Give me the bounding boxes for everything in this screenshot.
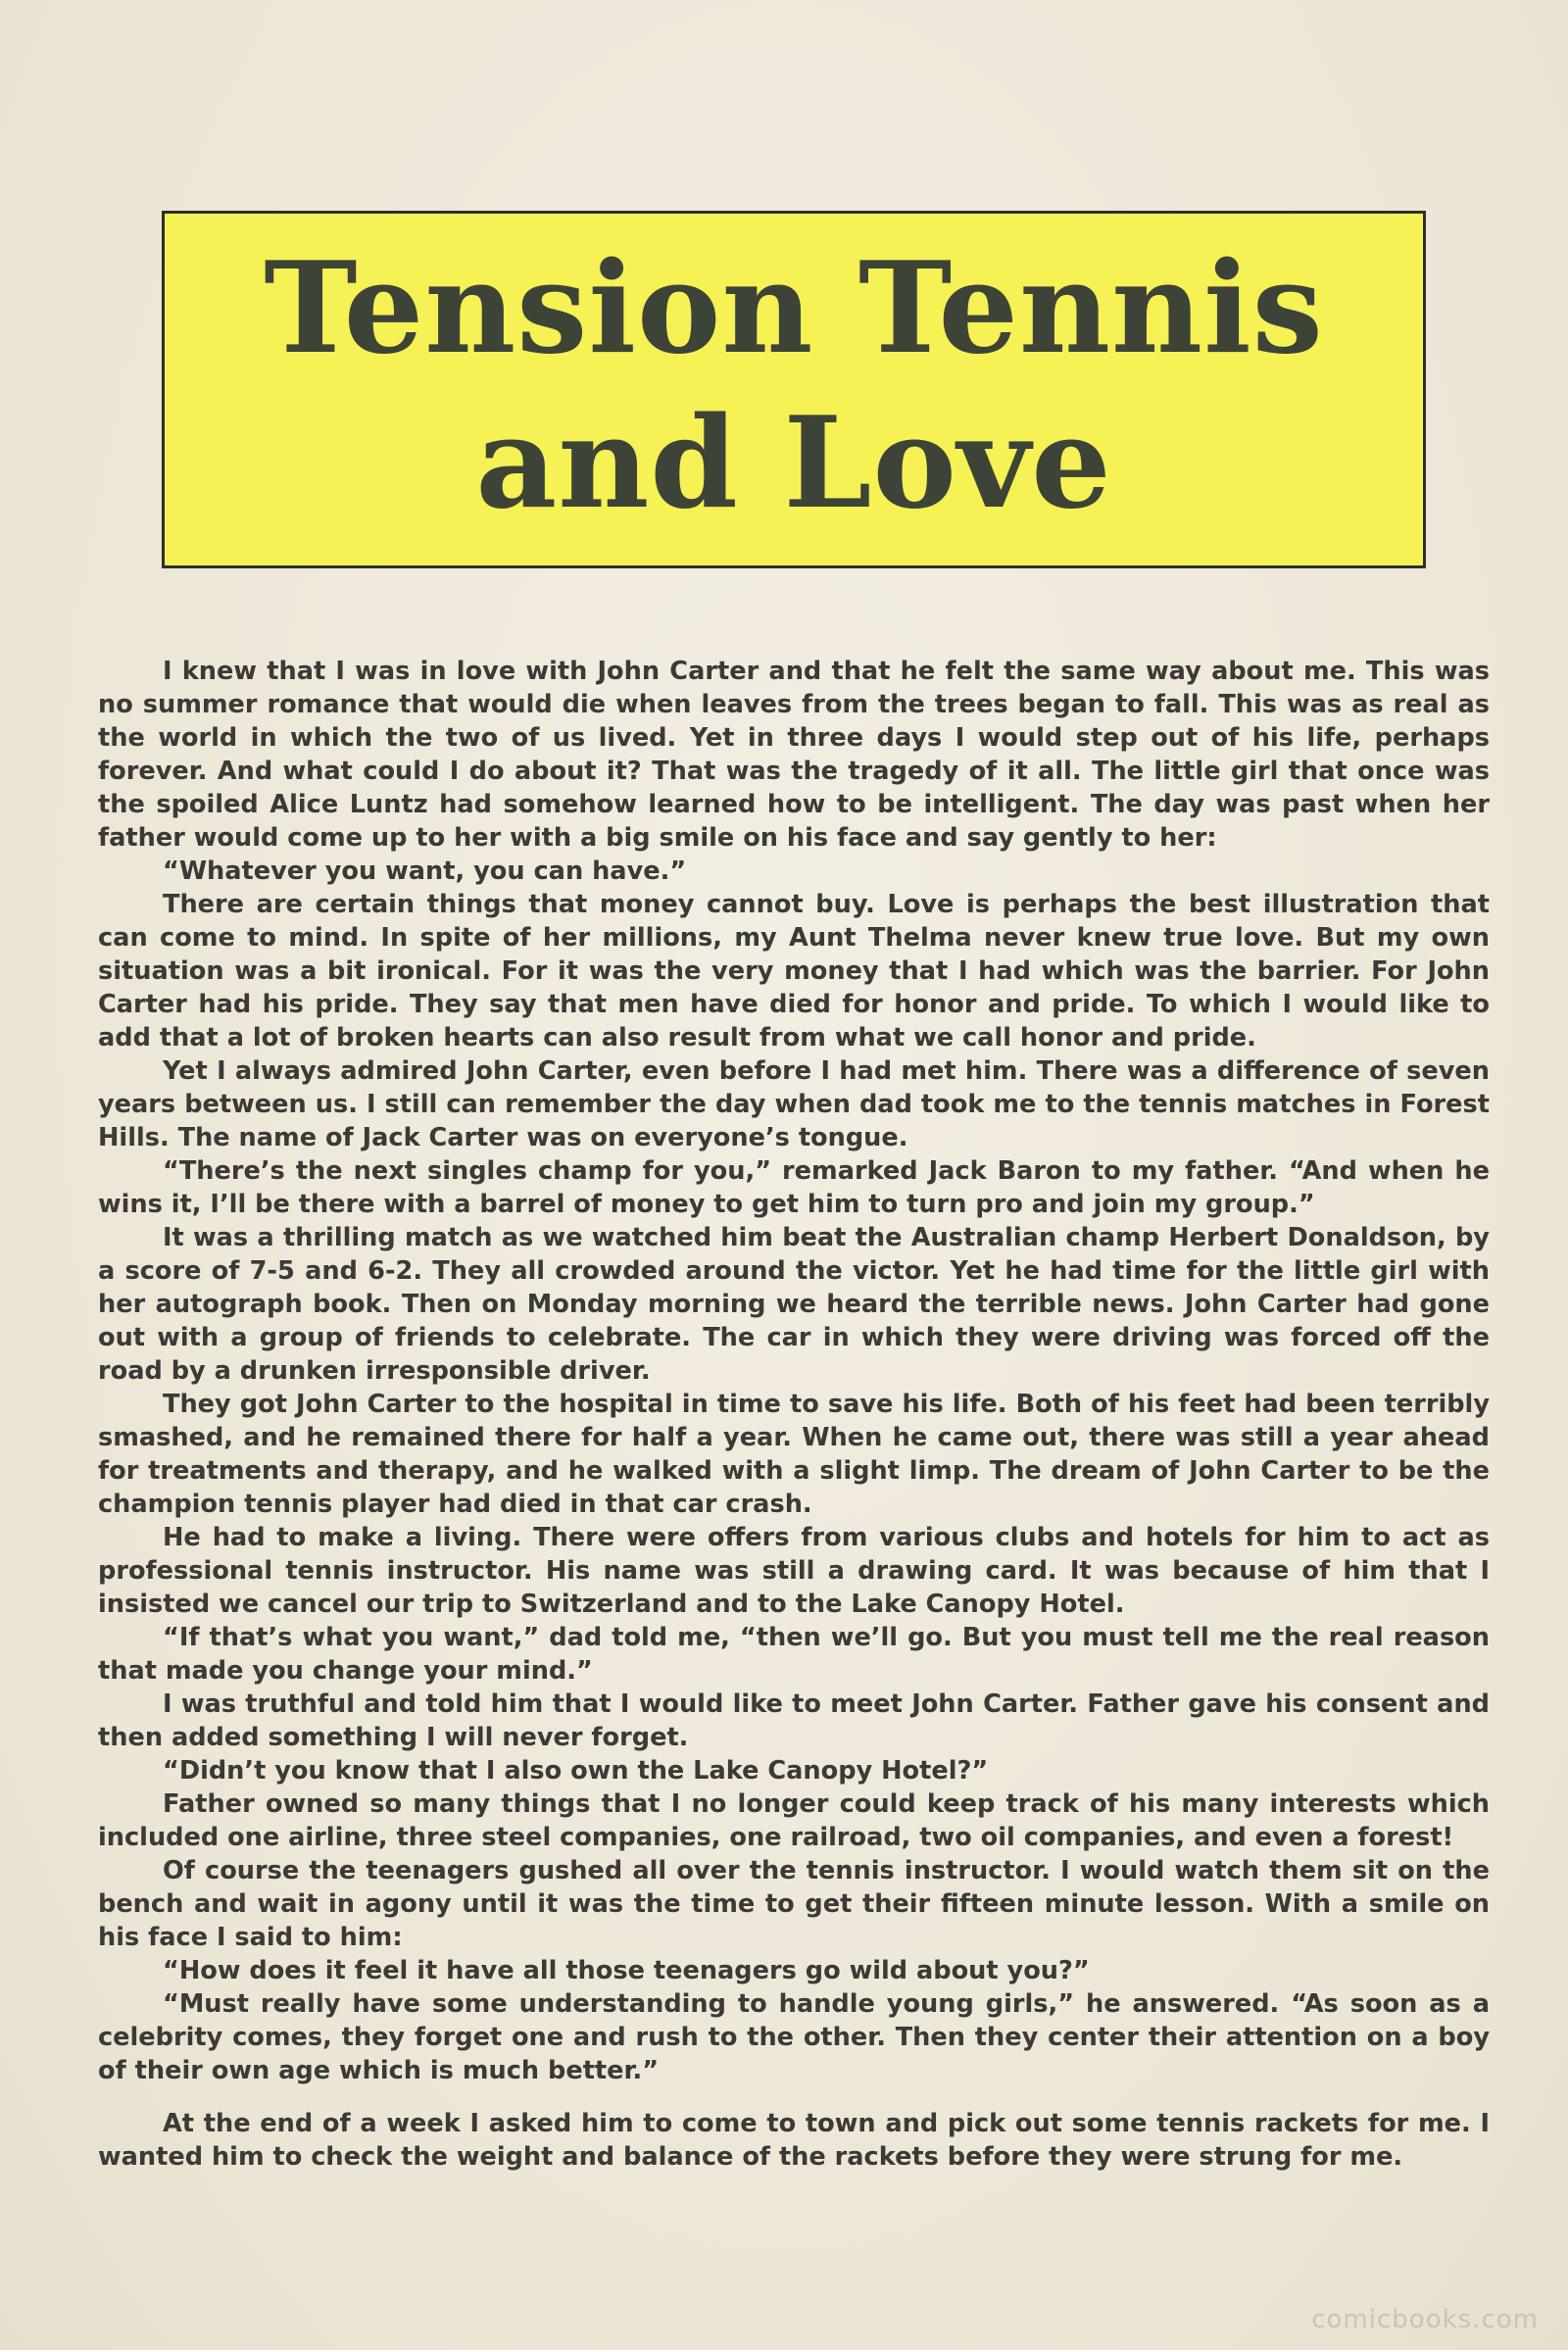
paragraph: “If that’s what you want,” dad told me, “then we’ll go. But you must tell me the real reason that made you change your mind.” xyxy=(98,1623,1490,1686)
paragraph: There are certain things that money cannot buy. Love is perhaps the best illustration that can come to mind. In spite of her millions, my Aunt Thelma never knew true love. But my own situation was a bit ironical. For it was the very money that I had which was the barrier. For John Carter had his pride. They say that men have died for honor and pride. To which I would like to add that a lot of broken hearts can also result from what we call honor and pride. xyxy=(98,890,1490,1053)
paragraph: “Didn’t you know that I also own the Lake Canopy Hotel?” xyxy=(163,1756,989,1786)
title-line-2: and Love xyxy=(475,390,1112,537)
paragraph: Yet I always admired John Carter, even before I had met him. There was a difference of seven years between us. I still can remember the day when dad took me to the tennis matches in Forest Hills. The name of Jack Carter was on everyone’s tongue. xyxy=(98,1056,1490,1152)
paragraph: Of course the teenagers gushed all over the tennis instructor. I would watch them sit on the bench and wait in agony until it was the time to get their fifteen minute lesson. With a smile on his face I said to him: xyxy=(98,1856,1490,1952)
paragraph: Father owned so many things that I no longer could keep track of his many interests which included one airline, three steel companies, one railroad, two oil companies, and even a forest! xyxy=(98,1789,1490,1852)
paragraph: I knew that I was in love with John Carter and that he felt the same way about me. This was no summer romance that would die when leaves from the trees began to fall. This was as real as the world in which the two of us lived. Yet in three days I would step out of his life, perhaps forever. And what could I do about it? That was the tragedy of it all. The little girl that once was the spoiled Alice Luntz had somehow learned how to be intelligent. The day was past when her father would come up to her with a big smile on his face and say gently to her: xyxy=(98,657,1490,853)
paragraph: I was truthful and told him that I would like to meet John Carter. Father gave his consent and then added something I will never forget. xyxy=(98,1689,1490,1752)
paragraph: He had to make a living. There were offers from various clubs and hotels for him to act as professional tennis instructor. His name was still a drawing card. It was because of him that I insisted we cancel our trip to Switzerland and to the Lake Canopy Hotel. xyxy=(98,1523,1490,1619)
paragraph: “How does it feel it have all those teenagers go wild about you?” xyxy=(163,1956,1090,1985)
title-line-1: Tension Tennis xyxy=(264,235,1324,382)
story-text xyxy=(98,655,1490,2174)
title-banner xyxy=(162,211,1426,568)
watermark: comicbooks.com xyxy=(1311,2305,1539,2334)
paragraph: It was a thrilling match as we watched him beat the Australian champ Herbert Donaldson, by a score of 7-5 and 6-2. They all crowded around the victor. Yet he had time for the little girl with her autograph book. Then on Monday morning we heard the terrible news. John Carter had gone out with a group of friends to celebrate. The car in which they were driving was forced off the road by a drunken irresponsible driver. xyxy=(98,1223,1490,1386)
paragraph: “Must really have some understanding to handle young girls,” he answered. “As soon as a celebrity comes, they forget one and rush to the other. Then they center their attention on a boy of their own age which is much better.” xyxy=(98,1989,1490,2085)
paragraph: They got John Carter to the hospital in time to save his life. Both of his feet had been terribly smashed, and he remained there for half a year. When he came out, there was still a year ahead for treatments and therapy, and he walked with a slight limp. The dream of John Carter to be the champion tennis player had died in that car crash. xyxy=(98,1390,1490,1519)
paragraph: At the end of a week I asked him to come to town and pick out some tennis rackets for me. I wanted him to check the weight and balance of the rackets before they were strung for me. xyxy=(98,2109,1490,2172)
paragraph: “There’s the next singles champ for you,” remarked Jack Baron to my father. “And when he wins it, I’ll be there with a barrel of money to get him to turn pro and join my group.” xyxy=(98,1156,1490,1219)
paragraph: “Whatever you want, you can have.” xyxy=(163,857,687,886)
